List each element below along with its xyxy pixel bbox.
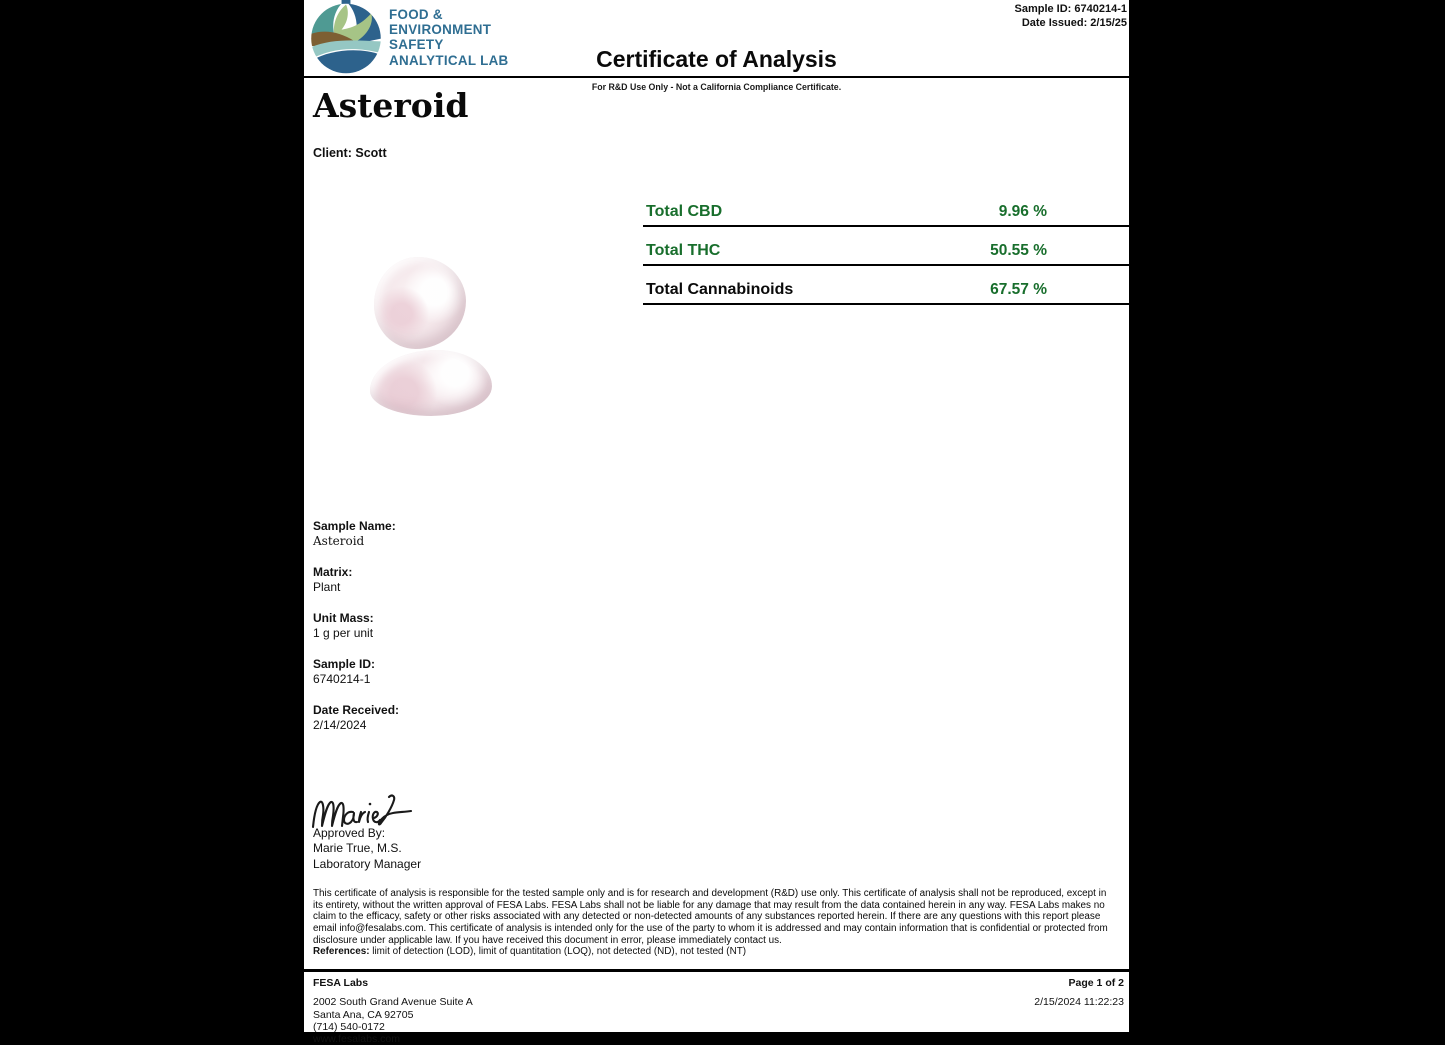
- sample-photo-bottom: [370, 350, 492, 416]
- detail-date-received: [313, 703, 399, 733]
- approval-block: [313, 826, 421, 872]
- detail-label: Sample ID:: [313, 657, 376, 671]
- footer-page-info: [1034, 977, 1124, 1009]
- references-text: limit of detection (LOD), limit of quantitation (LOQ), not detected (ND), not tested (NT): [369, 946, 747, 957]
- footer-timestamp: 2/15/2024 11:22:23: [1034, 996, 1124, 1009]
- detail-label: Unit Mass:: [313, 611, 374, 625]
- footer-phone: (714) 540-0172: [313, 1020, 385, 1033]
- detail-value: 1 g per unit: [313, 626, 374, 640]
- date-issued-top: Date Issued: 2/15/25: [1021, 16, 1127, 29]
- footer-address-line: 2002 South Grand Avenue Suite A: [313, 996, 473, 1009]
- footer-address-line: Santa Ana, CA 92705: [313, 1008, 414, 1021]
- detail-value: 2/14/2024: [313, 718, 367, 732]
- footer-website: www.fesalabs.com: [313, 1033, 400, 1045]
- sample-details: [313, 519, 399, 749]
- detail-value: Plant: [313, 580, 341, 594]
- references-line: [313, 946, 1113, 958]
- footer-lab-name: FESA Labs: [313, 977, 369, 989]
- detail-matrix: [313, 565, 399, 595]
- detail-value: 6740214-1: [313, 672, 371, 686]
- table-row: [643, 266, 1129, 305]
- footer-page-number: Page 1 of 2: [1068, 977, 1124, 989]
- detail-label: Date Received:: [313, 703, 400, 717]
- approved-by-label: Approved By:: [313, 826, 386, 840]
- compliance-subtitle: For R&D Use Only - Not a California Compliance Certificate.: [591, 82, 842, 92]
- disclaimer-text: This certificate of analysis is responsible for the tested sample only and is for research and development (R&D) use only. This certificate of analysis shall not be reproduced, except in its entirety, without the written approval of FESA Labs. FESA Labs shall not be liable for any damage that may result from the data contained herein in any way. FESA Labs makes no claim to the efficacy, safety or other risks associated with any detected or non-detected amounts of any substances reported herein. If there are any questions with this report please email info@fesalabs.com. This certificate of analysis is intended only for the use of the party to whom it is addressed and may contain information that is confidential or protected from disclosure under applicable law. If you have received this document in error, please immediately contact us.: [313, 888, 1108, 946]
- cannabinoid-totals-table: [643, 188, 1129, 305]
- total-cannabinoids-value: 67.57 %: [990, 281, 1047, 298]
- footer-divider: [304, 969, 1129, 972]
- table-row: [643, 188, 1129, 227]
- total-thc-label: Total THC: [646, 242, 721, 259]
- detail-unit-mass: [313, 611, 399, 641]
- certificate-page: [304, 0, 1129, 1045]
- detail-sample-id: [313, 657, 399, 687]
- header-divider: [304, 76, 1129, 78]
- sample-meta: [1014, 3, 1127, 30]
- detail-sample-name: [313, 519, 399, 549]
- sample-photo-top: [374, 257, 466, 349]
- lab-name-line: ENVIRONMENT: [389, 22, 492, 38]
- lab-name-line: FOOD &: [389, 7, 443, 22]
- detail-value: Asteroid: [313, 534, 365, 548]
- lab-name-line: SAFETY: [389, 37, 444, 53]
- references-label: References:: [313, 946, 370, 957]
- detail-label: Matrix:: [313, 565, 353, 579]
- signature: [311, 791, 413, 831]
- total-cbd-label: Total CBD: [646, 203, 723, 220]
- footer-lab-info: [313, 977, 473, 1045]
- sample-id-top: Sample ID: 6740214-1: [1014, 3, 1127, 15]
- approver-title: Laboratory Manager: [313, 856, 422, 871]
- client-label: Client: Scott: [313, 146, 387, 160]
- total-cbd-value: 9.96 %: [998, 203, 1047, 220]
- total-cannabinoids-label: Total Cannabinoids: [646, 281, 794, 298]
- page-title: Certificate of Analysis: [596, 46, 837, 72]
- lab-name-line: ANALYTICAL LAB: [389, 52, 509, 68]
- approver-name: Marie True, M.S.: [313, 841, 402, 856]
- product-name: Asteroid: [313, 86, 469, 125]
- table-row: [643, 227, 1129, 266]
- detail-label: Sample Name:: [313, 519, 396, 533]
- total-thc-value: 50.55 %: [990, 242, 1047, 259]
